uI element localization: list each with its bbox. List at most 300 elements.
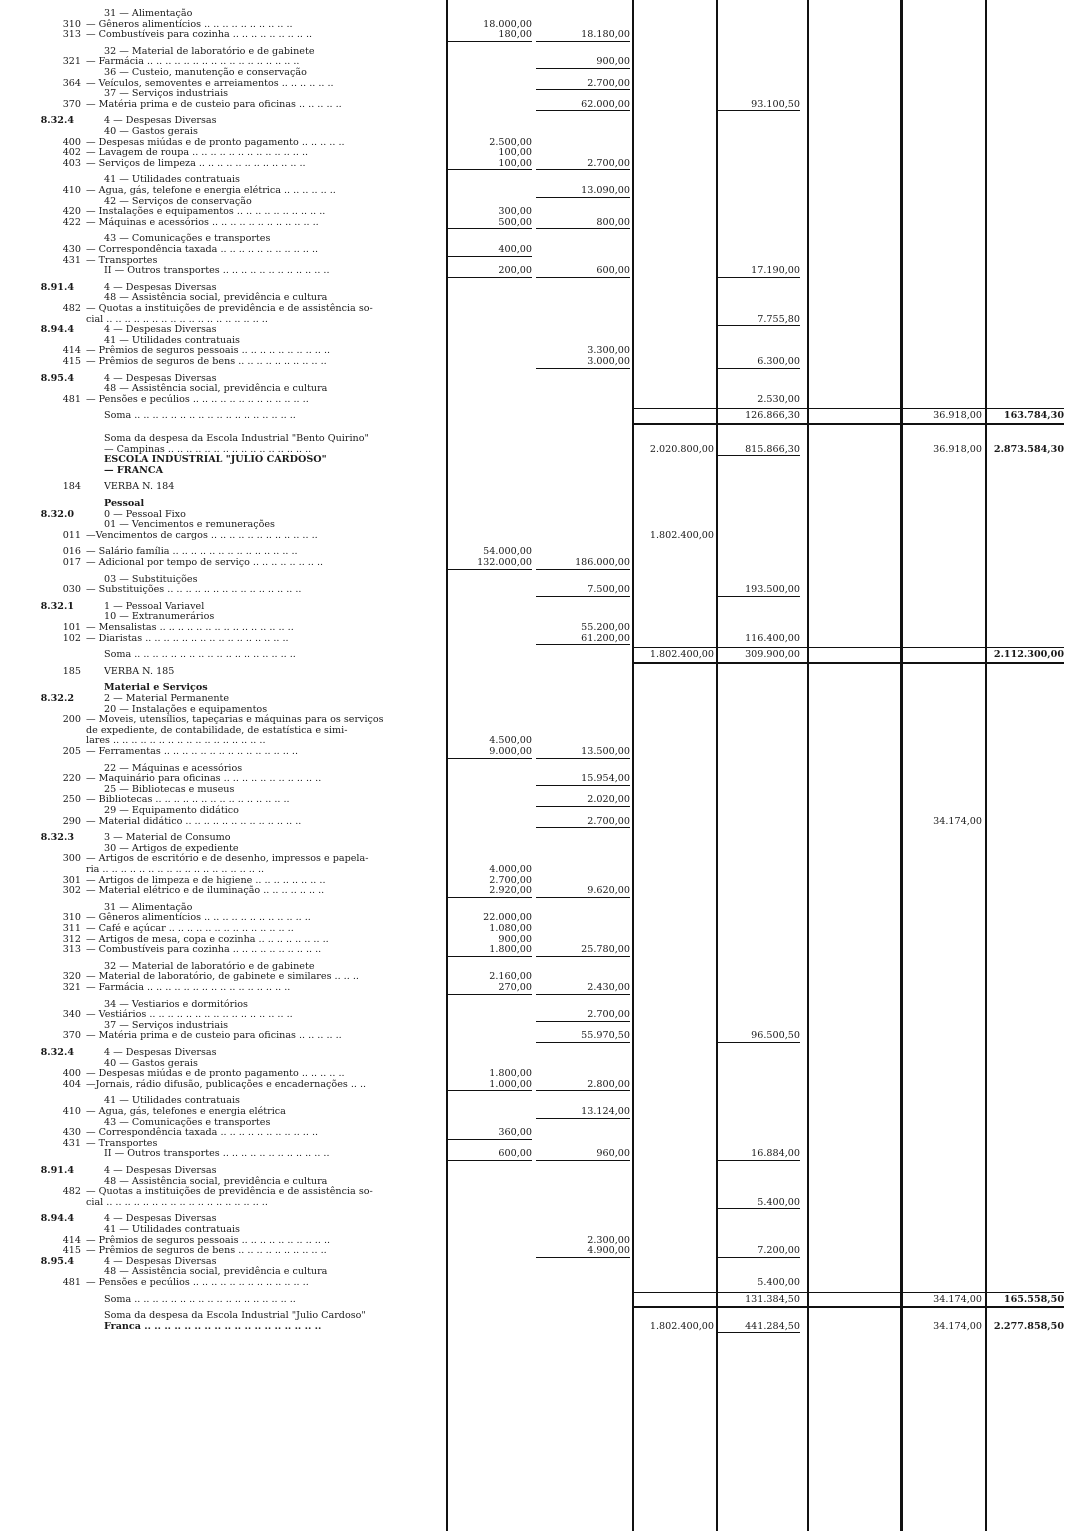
subtotal-rule bbox=[536, 644, 630, 645]
item-description: — Artigos de limpeza e de higiene .. .. .. .. .. .. .. .. bbox=[86, 874, 326, 886]
item-code: 310 bbox=[62, 18, 81, 30]
item-description: 4 — Despesas Diversas bbox=[104, 115, 217, 127]
budget-row bbox=[0, 875, 1082, 886]
subtotal-rule bbox=[536, 89, 630, 90]
subtotal-rule bbox=[448, 277, 532, 278]
budget-row bbox=[0, 1079, 1082, 1090]
budget-row bbox=[0, 714, 1082, 725]
budget-row bbox=[0, 282, 1082, 293]
budget-row bbox=[0, 557, 1082, 568]
item-description: 48 — Assistência social, previdência e cultura bbox=[104, 383, 328, 395]
item-description: 40 — Gastos gerais bbox=[104, 1057, 198, 1069]
amount-c4: 116.400,00 bbox=[745, 632, 800, 644]
item-code: 400 bbox=[62, 1068, 81, 1080]
item-description: 1 — Pessoal Variavel bbox=[104, 600, 205, 612]
amount-c4: 126.866,30 bbox=[745, 410, 800, 422]
subtotal-rule bbox=[536, 41, 630, 42]
amount-c4: 815.866,30 bbox=[745, 443, 800, 455]
item-description: VERBA N. 184 bbox=[104, 481, 175, 493]
budget-row bbox=[0, 158, 1082, 169]
item-description: 42 — Serviços de conservação bbox=[104, 195, 252, 207]
budget-row bbox=[0, 481, 1082, 492]
item-description: 31 — Alimentação bbox=[104, 901, 193, 913]
classification-code: 8.91.4 bbox=[40, 1165, 74, 1176]
amount-c1: 132.000,00 bbox=[477, 557, 532, 568]
item-code: 410 bbox=[62, 1106, 81, 1117]
item-description: —Jornais, rádio difusão, publicações e encadernações .. .. bbox=[86, 1078, 367, 1090]
item-description: cial .. .. .. .. .. .. .. .. .. .. .. .. .. .. .. .. .. .. bbox=[86, 1196, 268, 1208]
subtotal-rule bbox=[448, 228, 532, 229]
amount-c2: 186.000,00 bbox=[575, 557, 630, 568]
amount-c2: 2.300,00 bbox=[587, 1234, 630, 1246]
amount-c1: 9.000,00 bbox=[489, 746, 532, 757]
budget-row bbox=[0, 622, 1082, 633]
subtotal-rule bbox=[448, 569, 532, 570]
budget-row bbox=[0, 725, 1082, 736]
item-description: 4 — Despesas Diversas bbox=[104, 372, 217, 384]
item-description: — Máquinas e acessórios .. .. .. .. .. .. .. .. .. .. .. .. bbox=[86, 216, 319, 228]
item-description: — Pensões e pecúlios .. .. .. .. .. .. .. .. .. .. .. .. .. bbox=[86, 1277, 309, 1288]
item-code: 481 bbox=[62, 1277, 81, 1288]
item-description: 4 — Despesas Diversas bbox=[104, 1047, 217, 1058]
item-code: 011 bbox=[62, 529, 81, 541]
budget-row bbox=[0, 584, 1082, 595]
subtotal-rule bbox=[718, 325, 800, 326]
amount-c2: 25.780,00 bbox=[581, 944, 630, 956]
sum-top-rule bbox=[634, 647, 1064, 648]
item-description: 41 — Utilidades contratuais bbox=[104, 1224, 240, 1235]
budget-row bbox=[0, 292, 1082, 303]
item-description: 32 — Material de laboratório e de gabinete bbox=[104, 960, 315, 972]
amount-c1: 4.000,00 bbox=[489, 864, 532, 875]
budget-row bbox=[0, 383, 1082, 394]
item-description: 2 — Material Permanente bbox=[104, 693, 230, 704]
subtotal-rule bbox=[718, 596, 800, 597]
amount-c2: 7.500,00 bbox=[587, 584, 630, 596]
amount-c2: 3.000,00 bbox=[587, 356, 630, 367]
budget-row bbox=[0, 444, 1082, 455]
amount-c1: 22.000,00 bbox=[483, 912, 532, 924]
item-description: 0 — Pessoal Fixo bbox=[104, 508, 186, 520]
item-description: 36 — Custeio, manutenção e conservação bbox=[104, 67, 307, 78]
item-description: Franca .. .. .. .. .. .. .. .. .. .. .. .. .. .. .. .. .. .. bbox=[104, 1320, 322, 1332]
subtotal-rule bbox=[718, 277, 800, 278]
item-description: — Café e açúcar .. .. .. .. .. .. .. .. .. .. .. .. .. .. bbox=[86, 923, 294, 934]
item-description: — Farmácia .. .. .. .. .. .. .. .. .. .. .. .. .. .. .. .. .. bbox=[86, 56, 300, 68]
amount-c2: 2.700,00 bbox=[587, 1009, 630, 1021]
subtotal-rule bbox=[536, 569, 630, 570]
amount-c4: 7.200,00 bbox=[757, 1245, 800, 1257]
item-code: 302 bbox=[62, 885, 81, 897]
amount-c1: 100,00 bbox=[498, 157, 532, 169]
amount-c2: 55.200,00 bbox=[581, 622, 630, 633]
sum-top-rule bbox=[634, 408, 1064, 409]
item-code: 430 bbox=[62, 1127, 81, 1139]
classification-code: 8.94.4 bbox=[40, 324, 74, 336]
budget-row bbox=[0, 1176, 1082, 1187]
item-code: 422 bbox=[62, 216, 81, 228]
amount-c4: 7.755,80 bbox=[757, 313, 800, 325]
item-description: Pessoal bbox=[104, 498, 145, 509]
amount-c6: 165.558,50 bbox=[1003, 1293, 1064, 1305]
item-code: 482 bbox=[62, 303, 81, 314]
budget-row bbox=[0, 1009, 1082, 1020]
item-description: 43 — Comunicações e transportes bbox=[104, 1116, 271, 1128]
classification-code: 8.94.4 bbox=[40, 1213, 74, 1225]
item-description: II — Outros transportes .. .. .. .. .. .. .. .. .. .. .. .. bbox=[104, 1148, 330, 1160]
subtotal-rule bbox=[718, 1208, 800, 1209]
budget-row bbox=[0, 1235, 1082, 1246]
amount-c1: 2.920,00 bbox=[489, 885, 532, 897]
budget-row bbox=[0, 1213, 1082, 1224]
item-description: — Moveis, utensílios, tapeçarias e máquinas para os serviços bbox=[86, 714, 384, 726]
item-description: lares .. .. .. .. .. .. .. .. .. .. .. .. .. .. .. .. .. bbox=[86, 735, 266, 747]
item-description: — Matéria prima e de custeio para oficinas .. .. .. .. .. bbox=[86, 1030, 342, 1042]
budget-row bbox=[0, 498, 1082, 509]
item-code: 370 bbox=[62, 1030, 81, 1042]
item-description: — Agua, gás, telefones e energia elétrica bbox=[86, 1106, 286, 1117]
budget-row bbox=[0, 1165, 1082, 1176]
amount-c4: 131.384,50 bbox=[745, 1293, 800, 1305]
amount-c4: 2.530,00 bbox=[757, 393, 800, 405]
item-code: 431 bbox=[62, 1137, 81, 1149]
budget-row bbox=[0, 682, 1082, 693]
amount-c6: 163.784,30 bbox=[1003, 410, 1064, 422]
amount-c5: 36.918,00 bbox=[933, 443, 982, 455]
item-description: — Agua, gás, telefone e energia elétrica .. .. .. .. .. .. bbox=[86, 185, 336, 196]
amount-c1: 2.700,00 bbox=[489, 874, 532, 886]
budget-row bbox=[0, 19, 1082, 30]
item-description: — Correspondência taxada .. .. .. .. .. .. .. .. .. .. .. bbox=[86, 1127, 319, 1139]
subtotal-rule bbox=[536, 1160, 630, 1161]
budget-row bbox=[0, 982, 1082, 993]
amount-c2: 61.200,00 bbox=[581, 632, 630, 644]
item-code: 481 bbox=[62, 393, 81, 405]
budget-row bbox=[0, 174, 1082, 185]
budget-row bbox=[0, 601, 1082, 612]
item-code: 030 bbox=[62, 584, 81, 596]
amount-c2: 800,00 bbox=[596, 216, 630, 228]
budget-row bbox=[0, 1095, 1082, 1106]
amount-c6: 2.277.858,50 bbox=[993, 1320, 1064, 1332]
amount-c2: 62.000,00 bbox=[581, 98, 630, 110]
budget-row bbox=[0, 794, 1082, 805]
amount-c2: 9.620,00 bbox=[587, 885, 630, 897]
budget-row bbox=[0, 912, 1082, 923]
amount-c4: 16.884,00 bbox=[751, 1148, 800, 1160]
item-code: 185 bbox=[62, 665, 81, 677]
amount-c6: 2.873.584,30 bbox=[993, 443, 1064, 455]
item-code: 410 bbox=[62, 185, 81, 196]
item-description: 48 — Assistência social, previdência e cultura bbox=[104, 292, 328, 304]
amount-c3: 2.020.800,00 bbox=[649, 443, 714, 455]
subtotal-rule bbox=[536, 827, 630, 828]
item-description: 4 — Despesas Diversas bbox=[104, 281, 217, 293]
item-code: 321 bbox=[62, 56, 81, 68]
item-description: 32 — Material de laboratório e de gabinete bbox=[104, 45, 315, 57]
item-code: 415 bbox=[62, 1245, 81, 1257]
classification-code: 8.95.4 bbox=[40, 372, 74, 384]
item-description: — Serviços de limpeza .. .. .. .. .. .. .. .. .. .. .. .. bbox=[86, 157, 306, 169]
item-description: — Gêneros alimentícios .. .. .. .. .. .. .. .. .. .. .. .. bbox=[86, 912, 311, 924]
item-description: — Despesas miúdas e de pronto pagamento .. .. .. .. .. bbox=[86, 136, 345, 148]
budget-row bbox=[0, 356, 1082, 367]
subtotal-rule bbox=[448, 1139, 532, 1140]
item-description: — Pensões e pecúlios .. .. .. .. .. .. .. .. .. .. .. .. .. bbox=[86, 393, 309, 405]
item-description: — Diaristas .. .. .. .. .. .. .. .. .. .. .. .. .. .. .. .. bbox=[86, 632, 289, 644]
item-description: 4 — Despesas Diversas bbox=[104, 324, 217, 336]
item-code: 102 bbox=[62, 632, 81, 644]
amount-c2: 13.090,00 bbox=[581, 185, 630, 196]
sum-bottom-rule bbox=[634, 1306, 1064, 1308]
amount-c3: 1.802.400,00 bbox=[649, 649, 714, 661]
item-description: 41 — Utilidades contratuais bbox=[104, 174, 240, 186]
amount-c5: 34.174,00 bbox=[933, 1320, 982, 1332]
budget-row bbox=[0, 373, 1082, 384]
item-description: — Quotas a instituições de previdência e de assistência so- bbox=[86, 1186, 373, 1198]
amount-c2: 15.954,00 bbox=[581, 773, 630, 785]
classification-code: 8.32.0 bbox=[40, 508, 74, 520]
subtotal-rule bbox=[448, 994, 532, 995]
item-description: 20 — Instalações e equipamentos bbox=[104, 703, 268, 715]
subtotal-rule bbox=[536, 110, 630, 111]
subtotal-rule bbox=[718, 1160, 800, 1161]
item-code: 250 bbox=[62, 794, 81, 806]
subtotal-rule bbox=[448, 758, 532, 759]
item-code: 482 bbox=[62, 1186, 81, 1198]
item-description: 3 — Material de Consumo bbox=[104, 832, 231, 844]
item-description: 37 — Serviços industriais bbox=[104, 1019, 229, 1031]
amount-c1: 1.800,00 bbox=[489, 1068, 532, 1080]
amount-c1: 900,00 bbox=[498, 933, 532, 945]
budget-row bbox=[0, 693, 1082, 704]
amount-c1: 2.160,00 bbox=[489, 971, 532, 983]
classification-code: 8.32.2 bbox=[40, 693, 74, 704]
amount-c1: 400,00 bbox=[498, 244, 532, 255]
item-description: 48 — Assistência social, previdência e cultura bbox=[104, 1266, 328, 1278]
amount-c4: 5.400,00 bbox=[757, 1277, 800, 1288]
budget-row bbox=[0, 137, 1082, 148]
amount-c4: 93.100,50 bbox=[751, 98, 800, 110]
item-description: 41 — Utilidades contratuais bbox=[104, 334, 240, 346]
item-code: 400 bbox=[62, 136, 81, 148]
item-code: 340 bbox=[62, 1009, 81, 1021]
amount-c4: 6.300,00 bbox=[757, 356, 800, 367]
budget-row bbox=[0, 1106, 1082, 1117]
budget-row bbox=[0, 816, 1082, 827]
item-description: Soma .. .. .. .. .. .. .. .. .. .. .. .. .. .. .. .. .. .. bbox=[104, 1293, 296, 1305]
subtotal-rule bbox=[536, 1021, 630, 1022]
item-code: 430 bbox=[62, 244, 81, 255]
item-description: 01 — Vencimentos e remunerações bbox=[104, 519, 275, 531]
item-code: 402 bbox=[62, 147, 81, 159]
budget-row bbox=[0, 394, 1082, 405]
item-code: 404 bbox=[62, 1078, 81, 1090]
budget-row bbox=[0, 1030, 1082, 1041]
amount-c2: 2.800,00 bbox=[587, 1078, 630, 1090]
item-description: — FRANCA bbox=[104, 464, 164, 476]
budget-row bbox=[0, 46, 1082, 57]
item-description: — Mensalistas .. .. .. .. .. .. .. .. .. .. .. .. .. .. .. bbox=[86, 622, 294, 633]
item-code: 431 bbox=[62, 254, 81, 266]
item-description: — Prêmios de seguros de bens .. .. .. .. .. .. .. .. .. .. bbox=[86, 356, 327, 367]
sum-bottom-rule bbox=[634, 662, 1064, 664]
budget-row bbox=[0, 1321, 1082, 1332]
sum-row bbox=[0, 410, 1082, 421]
item-description: 34 — Vestiarios e dormitórios bbox=[104, 998, 248, 1010]
item-code: 016 bbox=[62, 546, 81, 558]
item-description: 30 — Artigos de expediente bbox=[104, 842, 239, 854]
item-description: 22 — Máquinas e acessórios bbox=[104, 762, 243, 774]
amount-c4: 193.500,00 bbox=[745, 584, 800, 596]
budget-row bbox=[0, 324, 1082, 335]
budget-row bbox=[0, 902, 1082, 913]
item-description: 25 — Bibliotecas e museus bbox=[104, 783, 235, 795]
amount-c3: 1.802.400,00 bbox=[649, 529, 714, 541]
item-description: VERBA N. 185 bbox=[104, 665, 175, 677]
budget-row bbox=[0, 244, 1082, 255]
item-description: — Quotas a instituições de previdência e de assistência so- bbox=[86, 303, 373, 314]
subtotal-rule bbox=[536, 197, 630, 198]
item-code: 301 bbox=[62, 874, 81, 886]
subtotal-rule bbox=[718, 1332, 800, 1333]
budget-row bbox=[0, 8, 1082, 19]
item-description: — Material elétrico e de iluminação .. .. .. .. .. .. .. bbox=[86, 885, 325, 897]
item-code: 320 bbox=[62, 971, 81, 983]
budget-row bbox=[0, 1138, 1082, 1149]
item-description: ESCOLA INDUSTRIAL "JULIO CARDOSO" bbox=[104, 454, 327, 466]
item-description: — Bibliotecas .. .. .. .. .. .. .. .. .. .. .. .. .. .. .. bbox=[86, 794, 290, 806]
subtotal-rule bbox=[536, 956, 630, 957]
amount-c2: 4.900,00 bbox=[587, 1245, 630, 1257]
sum-row bbox=[0, 649, 1082, 660]
amount-c2: 13.500,00 bbox=[581, 746, 630, 757]
budget-row bbox=[0, 314, 1082, 325]
subtotal-rule bbox=[536, 228, 630, 229]
item-code: 414 bbox=[62, 1234, 81, 1246]
budget-row bbox=[0, 735, 1082, 746]
item-description: 41 — Utilidades contratuais bbox=[104, 1095, 240, 1107]
budget-row bbox=[0, 944, 1082, 955]
amount-c2: 18.180,00 bbox=[581, 29, 630, 41]
budget-row bbox=[0, 1266, 1082, 1277]
budget-row bbox=[0, 1224, 1082, 1235]
classification-code: 8.32.1 bbox=[40, 600, 74, 612]
budget-row bbox=[0, 1245, 1082, 1256]
item-description: 4 — Despesas Diversas bbox=[104, 1213, 217, 1225]
item-description: — Campinas .. .. .. .. .. .. .. .. .. .. .. .. .. .. .. .. bbox=[104, 443, 312, 455]
subtotal-rule bbox=[448, 1090, 532, 1091]
subtotal-rule bbox=[448, 897, 532, 898]
item-description: — Salário família .. .. .. .. .. .. .. .. .. .. .. .. .. .. bbox=[86, 546, 298, 558]
item-description: — Transportes bbox=[86, 254, 158, 266]
sum-row bbox=[0, 1294, 1082, 1305]
item-description: 4 — Despesas Diversas bbox=[104, 1165, 217, 1176]
budget-row bbox=[0, 185, 1082, 196]
item-code: 414 bbox=[62, 345, 81, 357]
budget-row bbox=[0, 530, 1082, 541]
item-description: — Despesas miúdas e de pronto pagamento .. .. .. .. .. bbox=[86, 1068, 345, 1080]
budget-row bbox=[0, 574, 1082, 585]
budget-row bbox=[0, 773, 1082, 784]
item-description: 37 — Serviços industriais bbox=[104, 88, 229, 100]
budget-row bbox=[0, 56, 1082, 67]
amount-c2: 13.124,00 bbox=[581, 1106, 630, 1117]
item-description: Soma .. .. .. .. .. .. .. .. .. .. .. .. .. .. .. .. .. .. bbox=[104, 649, 296, 661]
subtotal-rule bbox=[718, 110, 800, 111]
item-description: — Vestiários .. .. .. .. .. .. .. .. .. .. .. .. .. .. .. .. bbox=[86, 1009, 293, 1021]
subtotal-rule bbox=[536, 897, 630, 898]
amount-c2: 2.700,00 bbox=[587, 157, 630, 169]
budget-row bbox=[0, 1068, 1082, 1079]
item-code: 220 bbox=[62, 773, 81, 785]
budget-row bbox=[0, 509, 1082, 520]
budget-row bbox=[0, 633, 1082, 644]
budget-row bbox=[0, 961, 1082, 972]
item-code: 313 bbox=[62, 29, 81, 41]
item-description: — Prêmios de seguros pessoais .. .. .. .. .. .. .. .. .. .. bbox=[86, 345, 331, 357]
item-code: 313 bbox=[62, 944, 81, 956]
item-description: 4 — Despesas Diversas bbox=[104, 1255, 217, 1267]
amount-c2: 2.700,00 bbox=[587, 77, 630, 89]
budget-row bbox=[0, 126, 1082, 137]
item-code: 312 bbox=[62, 933, 81, 945]
amount-c1: 180,00 bbox=[498, 29, 532, 41]
amount-c2: 55.970,50 bbox=[581, 1030, 630, 1042]
item-description: ria .. .. .. .. .. .. .. .. .. .. .. .. .. .. .. .. .. .. bbox=[86, 864, 265, 875]
budget-row bbox=[0, 853, 1082, 864]
budget-row bbox=[0, 971, 1082, 982]
budget-row bbox=[0, 1058, 1082, 1069]
item-description: — Combustíveis para cozinha .. .. .. .. .. .. .. .. .. bbox=[86, 29, 313, 41]
item-code: 370 bbox=[62, 98, 81, 110]
subtotal-rule bbox=[718, 368, 800, 369]
item-description: — Farmácia .. .. .. .. .. .. .. .. .. .. .. .. .. .. .. .. bbox=[86, 982, 291, 993]
classification-code: 8.32.3 bbox=[40, 832, 74, 844]
item-description: 03 — Substituições bbox=[104, 573, 198, 585]
budget-row bbox=[0, 206, 1082, 217]
budget-row bbox=[0, 99, 1082, 110]
item-description: Soma .. .. .. .. .. .. .. .. .. .. .. .. .. .. .. .. .. .. bbox=[104, 410, 296, 422]
amount-c1: 4.500,00 bbox=[489, 735, 532, 747]
amount-c1: 18.000,00 bbox=[483, 18, 532, 30]
budget-row bbox=[0, 519, 1082, 530]
budget-row bbox=[0, 704, 1082, 715]
amount-c2: 960,00 bbox=[596, 1148, 630, 1160]
budget-row bbox=[0, 454, 1082, 465]
budget-row bbox=[0, 1127, 1082, 1138]
amount-c6: 2.112.300,00 bbox=[993, 649, 1064, 661]
amount-c2: 3.300,00 bbox=[587, 345, 630, 357]
item-description: 40 — Gastos gerais bbox=[104, 126, 198, 137]
budget-row bbox=[0, 832, 1082, 843]
item-description: — Adicional por tempo de serviço .. .. .. .. .. .. .. .. bbox=[86, 557, 324, 568]
amount-c1: 200,00 bbox=[498, 265, 532, 277]
subtotal-rule bbox=[536, 68, 630, 69]
item-description: — Artigos de escritório e de desenho, impressos e papela- bbox=[86, 853, 369, 865]
item-description: — Ferramentas .. .. .. .. .. .. .. .. .. .. .. .. .. .. .. bbox=[86, 746, 299, 757]
budget-row bbox=[0, 934, 1082, 945]
amount-c3: 1.802.400,00 bbox=[649, 1320, 714, 1332]
item-description: — Material de laboratório, de gabinete e similares .. .. .. bbox=[86, 971, 359, 983]
budget-row bbox=[0, 29, 1082, 40]
budget-row bbox=[0, 345, 1082, 356]
amount-c1: 1.080,00 bbox=[489, 923, 532, 934]
budget-row bbox=[0, 864, 1082, 875]
subtotal-rule bbox=[536, 1090, 630, 1091]
item-description: Material e Serviços bbox=[104, 682, 208, 694]
item-description: — Veículos, semoventes e arreiamentos .. .. .. .. .. .. bbox=[86, 77, 334, 89]
